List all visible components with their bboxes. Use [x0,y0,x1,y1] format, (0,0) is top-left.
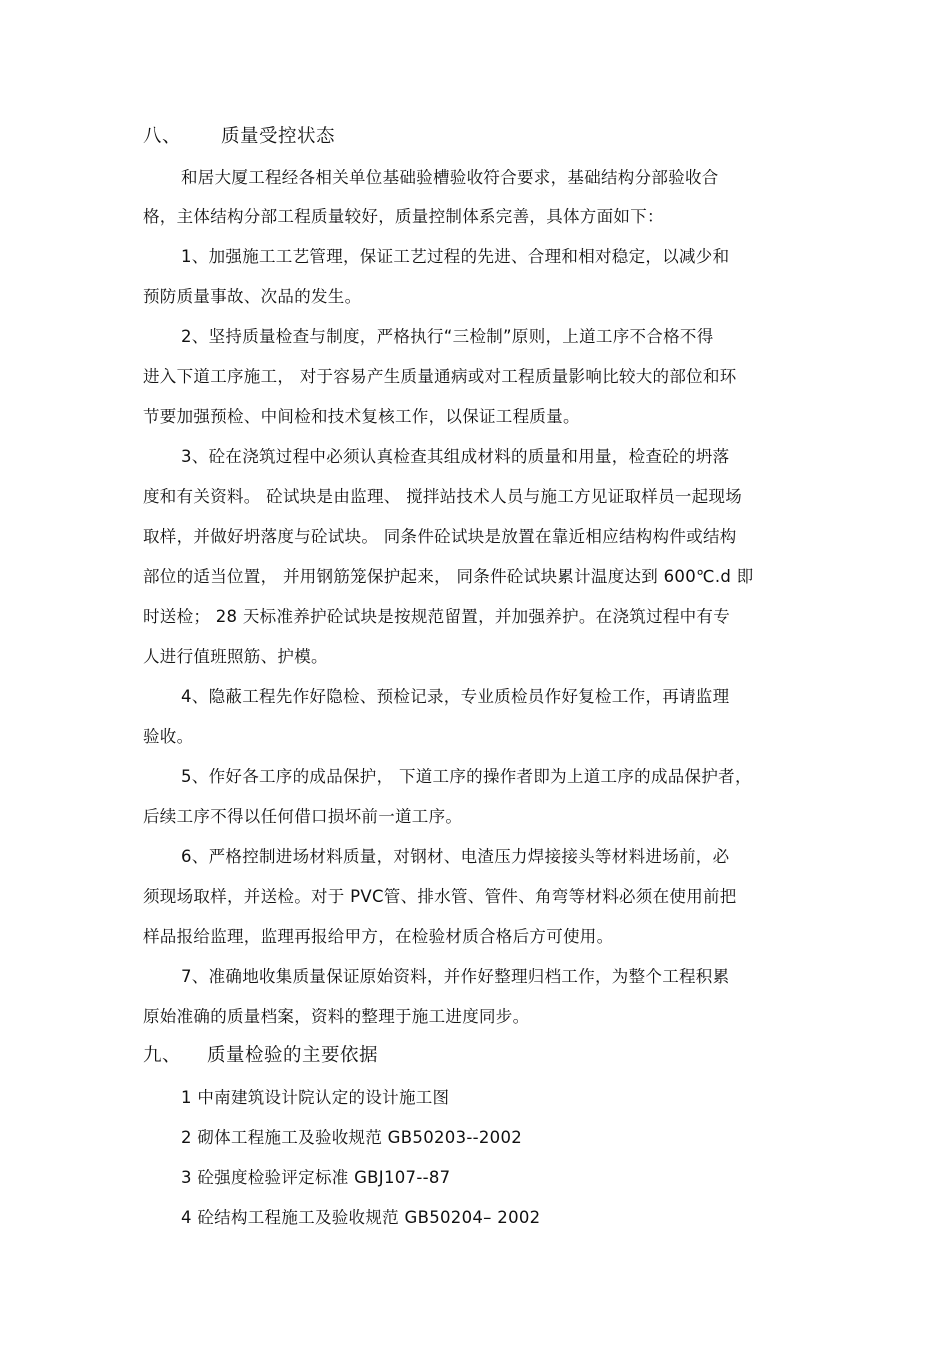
item-6-line-3: 样品报给监理，监理再报给甲方，在检验材质合格后方可使用。 [143,927,614,946]
item-2-line-3: 节要加强预检、中间检和技术复核工作，以保证工程质量。 [143,407,580,426]
reference-item-1: 1 中南建筑设计院认定的设计施工图 [181,1088,450,1107]
item-4-line-1: 4、隐蔽工程先作好隐检、预检记录，专业质检员作好复检工作，再请监理 [181,687,730,706]
item-1-line-2: 预防质量事故、次品的发生。 [143,287,362,306]
item-2-line-1: 2、坚持质量检查与制度，严格执行“三检制”原则，上道工序不合格不得 [181,327,714,346]
item-5-line-1: 5、作好各工序的成品保护， 下道工序的操作者即为上道工序的成品保护者， [181,767,752,786]
intro-line-2: 格，主体结构分部工程质量较好，质量控制体系完善，具体方面如下： [143,207,664,226]
item-6-line-2: 须现场取样，并送检。对于 PVC管、排水管、管件、角弯等材料必须在使用前把 [143,887,737,906]
item-3-line-2: 度和有关资料。 砼试块是由监理、 搅拌站技术人员与施工方见证取样员一起现场 [143,487,743,506]
section-9-title: 质量检验的主要依据 [207,1045,379,1066]
section-8-heading [143,126,335,148]
section-8-number: 八、 [143,126,182,147]
item-1-line-1: 1、加强施工工艺管理，保证工艺过程的先进、合理和相对稳定，以减少和 [181,247,730,266]
section-8-title: 质量受控状态 [221,126,336,147]
item-6-line-1: 6、严格控制进场材料质量，对钢材、电渣压力焊接接头等材料进场前，必 [181,847,730,866]
item-3-line-3: 取样，并做好坍落度与砼试块。 同条件砼试块是放置在靠近相应结构构件或结构 [143,527,737,546]
item-4-line-2: 验收。 [143,727,194,746]
item-2-line-2: 进入下道工序施工， 对于容易产生质量通病或对工程质量影响比较大的部位和环 [143,367,737,386]
intro-line-1: 和居大厦工程经各相关单位基础验槽验收符合要求，基础结构分部验收合 [181,168,719,187]
item-7-line-1: 7、准确地收集质量保证原始资料，并作好整理归档工作，为整个工程积累 [181,967,730,986]
item-3-line-5: 时送检； 28 天标准养护砼试块是按规范留置，并加强养护。在浇筑过程中有专 [143,607,731,626]
item-3-line-6: 人进行值班照筋、护模。 [143,647,328,666]
section-9-heading [143,1045,378,1067]
reference-item-4: 4 砼结构工程施工及验收规范 GB50204– 2002 [181,1208,541,1227]
item-5-line-2: 后续工序不得以任何借口损坏前一道工序。 [143,807,463,826]
item-3-line-1: 3、砼在浇筑过程中必须认真检查其组成材料的质量和用量，检查砼的坍落 [181,447,730,466]
item-3-line-4: 部位的适当位置， 并用钢筋笼保护起来， 同条件砼试块累计温度达到 600℃.d 即 [143,567,754,586]
section-9-number: 九、 [143,1045,182,1066]
reference-item-3: 3 砼强度检验评定标准 GBJ107--87 [181,1168,451,1187]
item-7-line-2: 原始准确的质量档案，资料的整理于施工进度同步。 [143,1007,530,1026]
reference-item-2: 2 砌体工程施工及验收规范 GB50203--2002 [181,1128,523,1147]
